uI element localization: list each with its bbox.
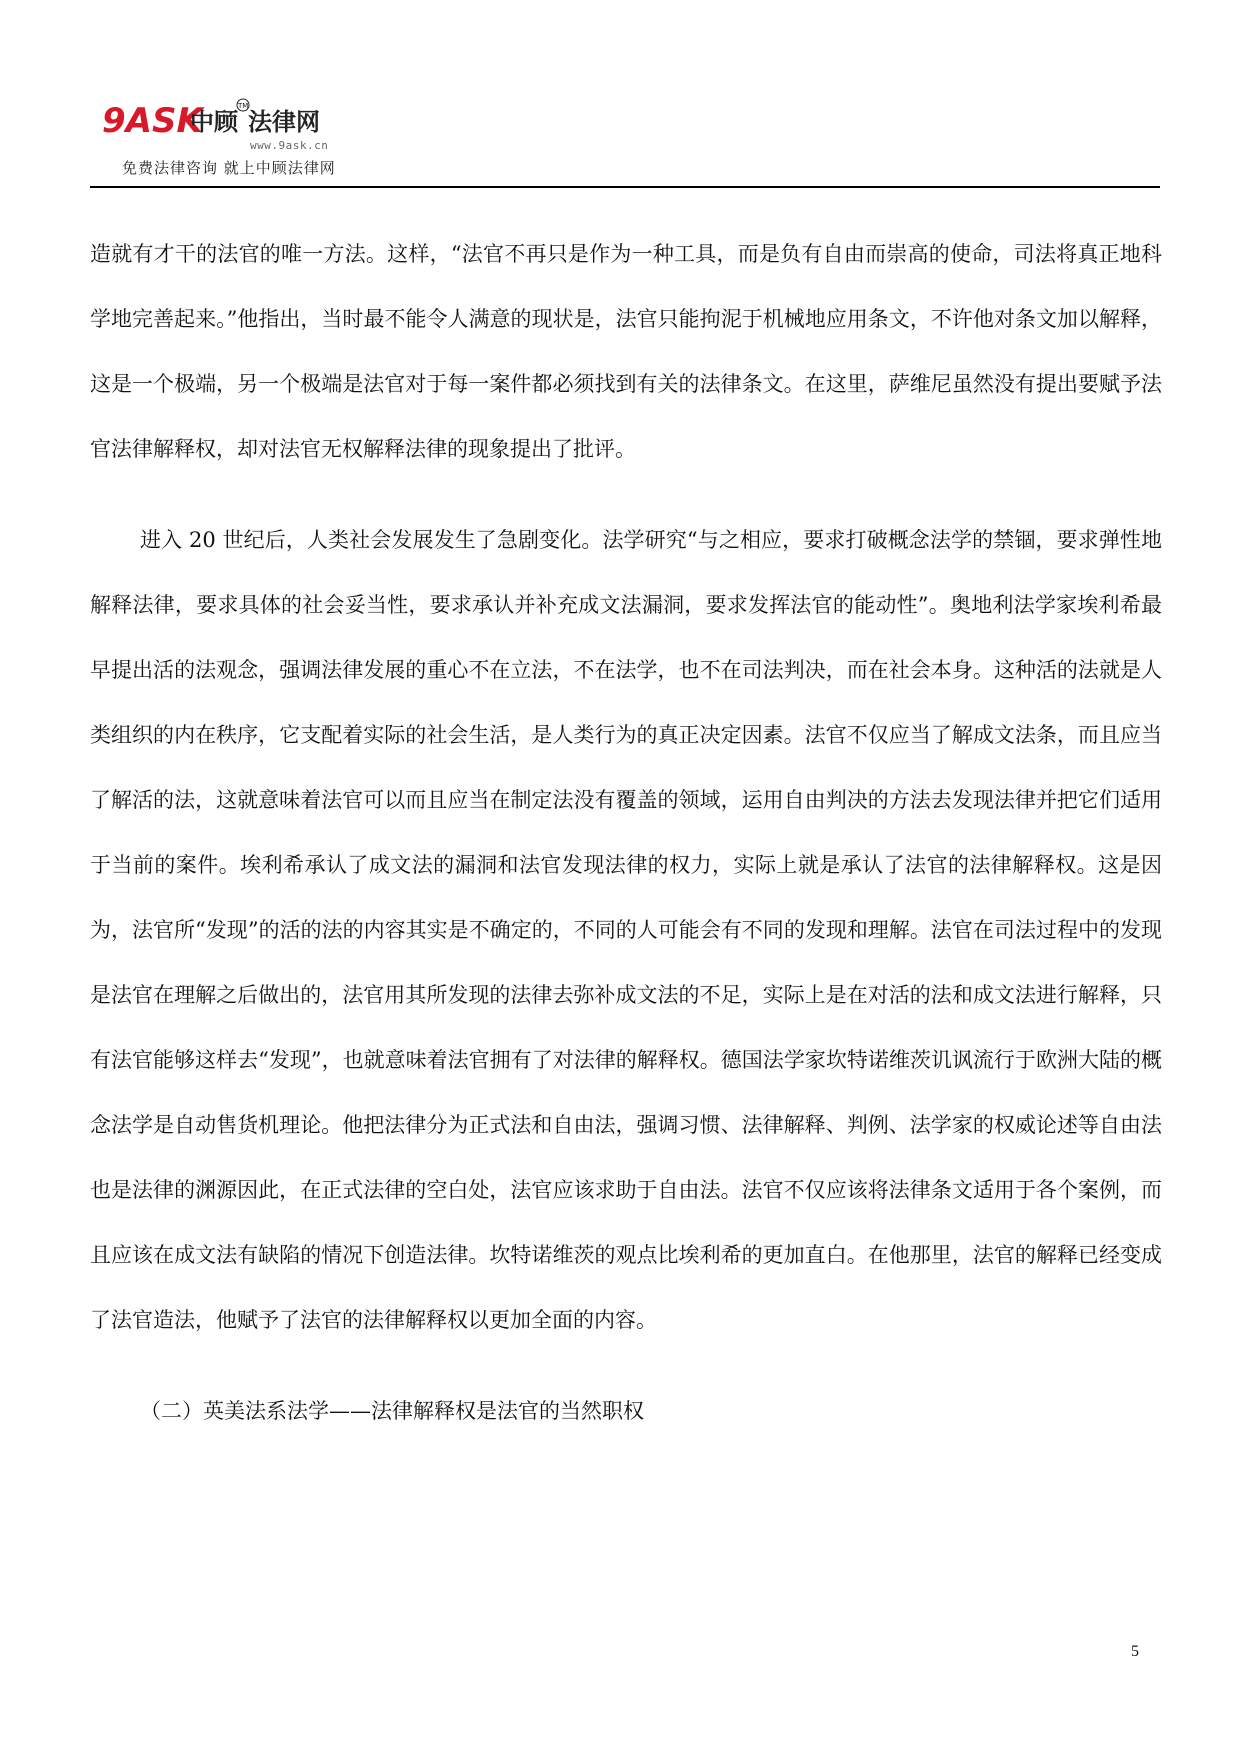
logo-brand-cn-1: 中顾: [190, 108, 238, 136]
body-paragraph-2: 进入 20 世纪后，人类社会发展发生了急剧变化。法学研究“与之相应，要求打破概念法学的禁锢，要求弹性地解释法律，要求具体的社会妥当性，要求承认并补充成文法漏洞，要求发挥法官的能动性”。奥地利法学家埃利希最早提出活的法观念，强调法律发展的重心不在立法，不在法学，也不在司法判决，而在社会本身。这种活的法就是人类组织的内在秩序，它支配着实际的社会生活，是人类行为的真正决定因素。法官不仅应当了解成文法条，而且应当了解活的法，这就意味着法官可以而且应当在制定法没有覆盖的领域，运用自由判决的方法去发现法律并把它们适用于当前的案件。埃利希承认了成文法的漏洞和法官发现法律的权力，实际上就是承认了法官的法律解释权。这是因为，法官所“发现”的活的法的内容其实是不确定的，不同的人可能会有不同的发现和理解。法官在司法过程中的发现是法官在理解之后做出的，法官用其所发现的法律去弥补成文法的不足，实际上是在对活的法和成文法进行解释，只有法官能够这样去“发现”，也就意味着法官拥有了对法律的解释权。德国法学家坎特诺维茨讥讽流行于欧洲大陆的概念法学是自动售货机理论。他把法律分为正式法和自由法，强调习惯、法律解释、判例、法学家的权威论述等自由法也是法律的渊源因此，在正式法律的空白处，法官应该求助于自由法。法官不仅应该将法律条文适用于各个案例，而且应该在成文法有缺陷的情况下创造法律。坎特诺维茨的观点比埃利希的更加直白。在他那里，法官的解释已经变成了法官造法，他赋予了法官的法律解释权以更加全面的内容。: [90, 528, 1162, 1332]
logo-tagline: 免费法律咨询 就上中顾法律网: [122, 159, 336, 177]
site-logo: [102, 92, 362, 182]
logo-trademark: TM: [238, 102, 249, 110]
header-divider: [90, 186, 1160, 188]
logo-brand-cn-2: 法律网: [248, 108, 320, 136]
page-number: 5: [1131, 1643, 1139, 1660]
body-paragraph-1: 造就有才干的法官的唯一方法。这样，“法官不再只是作为一种工具，而是负有自由而崇高的使命，司法将真正地科学地完善起来。”他指出，当时最不能令人满意的现状是，法官只能拘泥于机械地应用条文，不许他对条文加以解释，这是一个极端，另一个极端是法官对于每一案件都必须找到有关的法律条文。在这里，萨维尼虽然没有提出要赋予法官法律解释权，却对法官无权解释法律的现象提出了批评。: [90, 242, 1162, 461]
document-body: [90, 222, 1162, 1444]
section-heading: （二）英美法系法学——法律解释权是法官的当然职权: [140, 1399, 644, 1423]
logo-brand-latin: 9ASK: [102, 101, 203, 141]
logo-url: www.9ask.cn: [250, 139, 329, 152]
page-header: [90, 92, 1160, 188]
